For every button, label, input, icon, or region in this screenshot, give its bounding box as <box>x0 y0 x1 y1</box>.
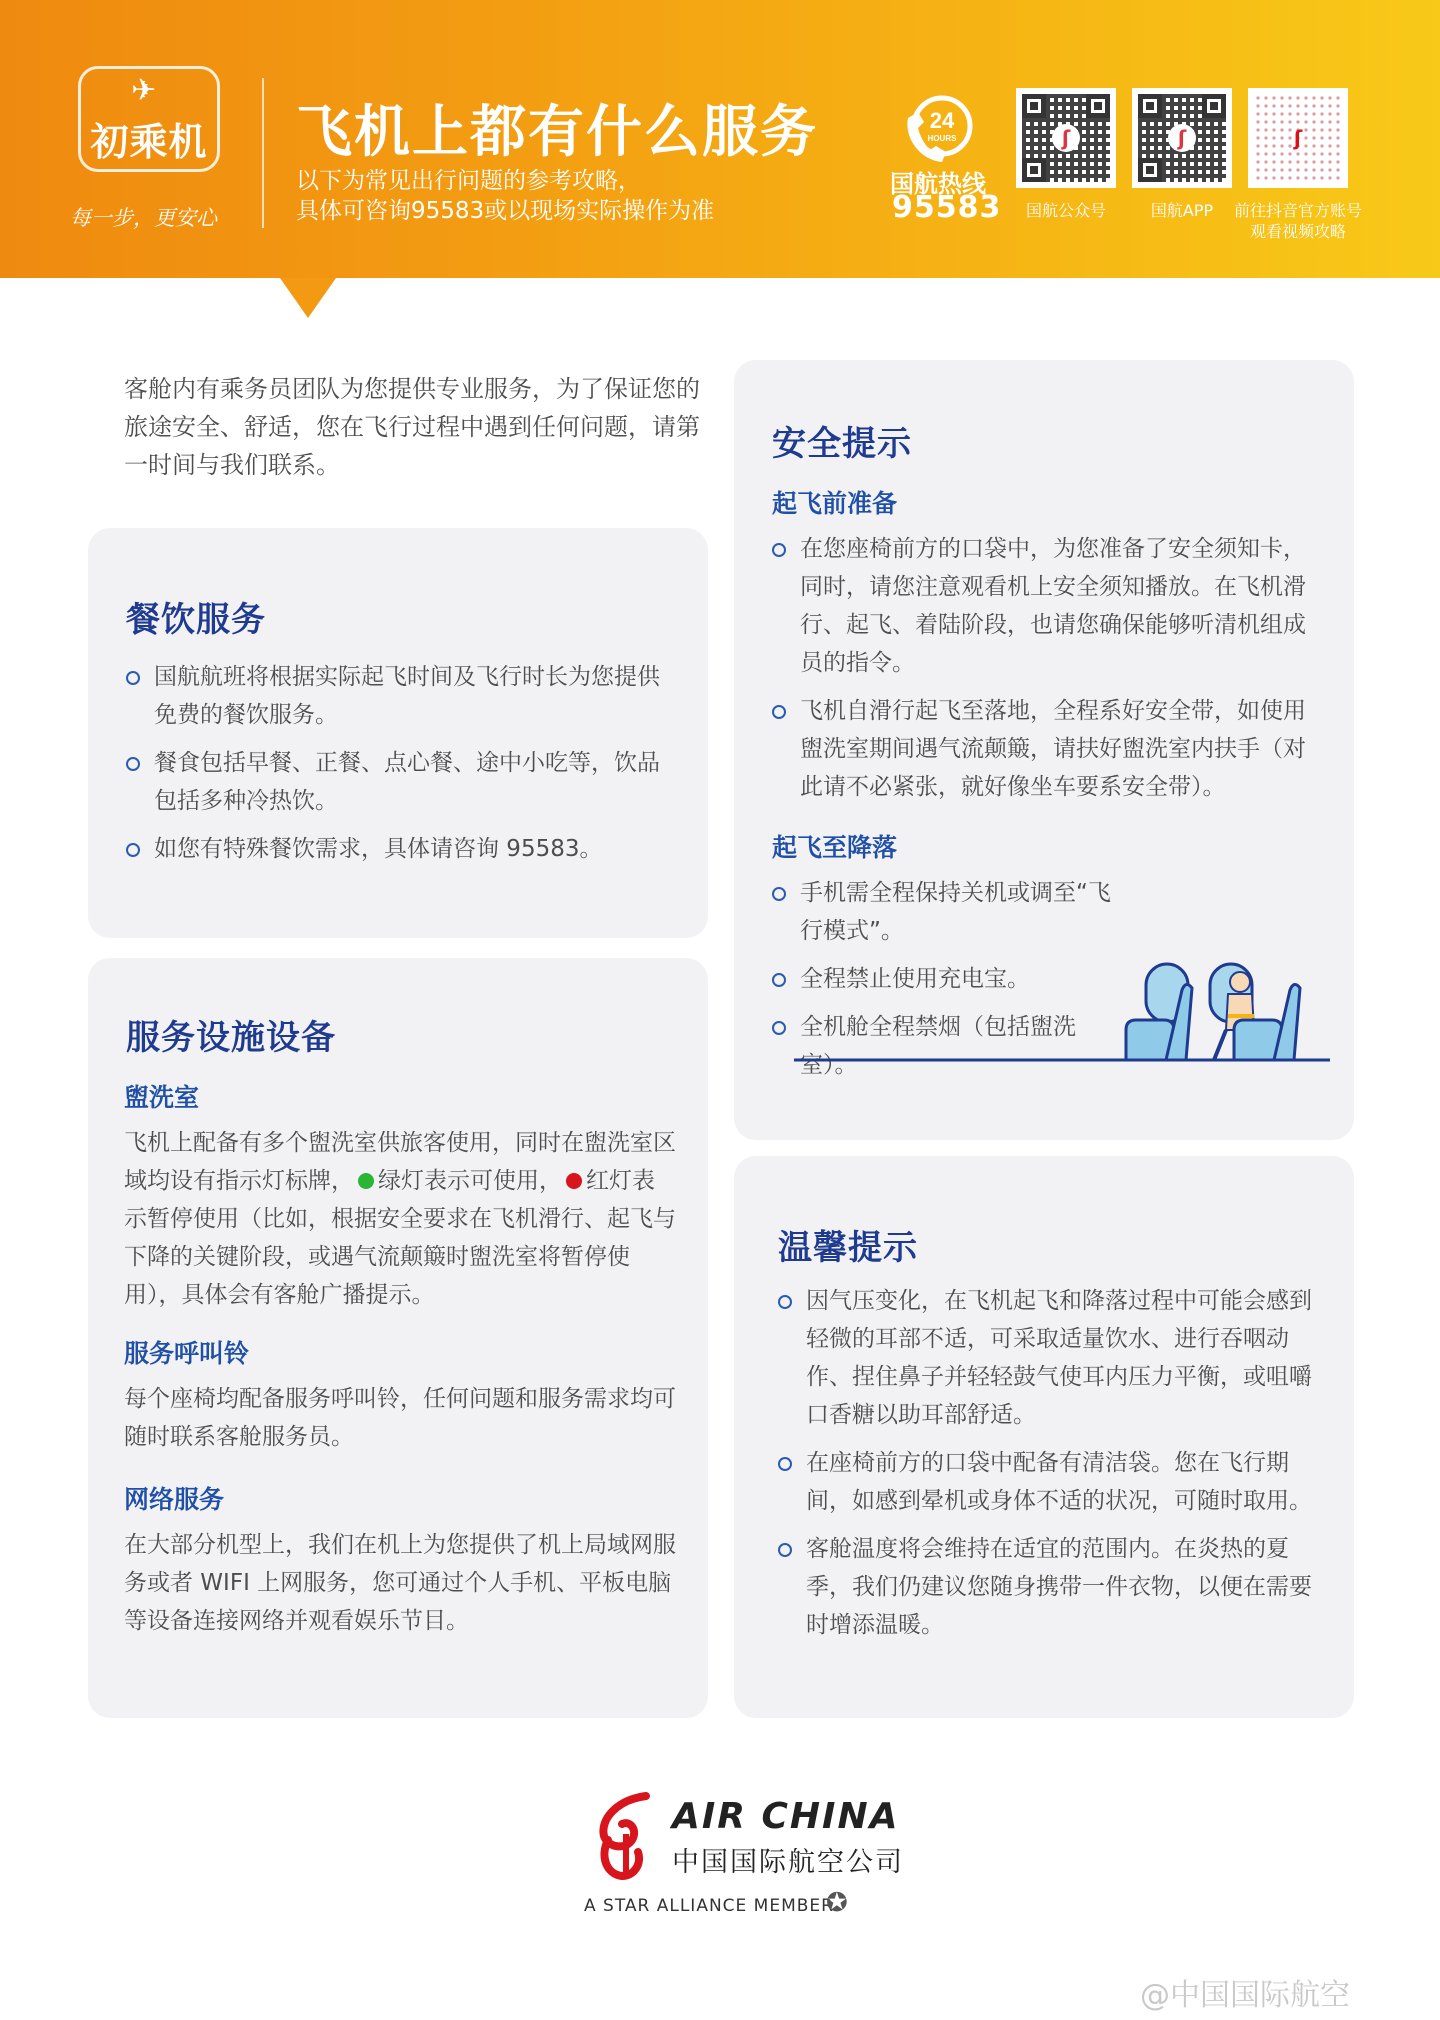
list-item: 客舱温度将会维持在适宜的范围内。在炎热的夏季，我们仍建议您随身携带一件衣物，以便在需要时增添温暖。 <box>778 1530 1326 1644</box>
air-china-logo-icon: ʃ <box>1052 124 1080 152</box>
circle-bullet-icon <box>772 887 786 901</box>
subtitle-line: 具体可咨询95583或以现场实际操作为准 <box>296 198 715 224</box>
hotline-label: 国航热线 <box>890 170 986 198</box>
slogan: 每一步，更安心 <box>70 206 217 230</box>
lavatory-text: 飞机上配备有多个盥洗室供旅客使用，同时在盥洗室区域均设有指示灯标牌， 绿灯表示可使用， 红灯表示暂停使用（比如，根据安全要求在飞机滑行、起飞与下降的关键阶段，或遇气流颠簸时盥洗室将暂停使用），具体会有客舱广播提示。 <box>124 1130 676 1308</box>
list-item: 餐食包括早餐、正餐、点心餐、途中小吃等，饮品包括多种冷热饮。 <box>126 744 678 820</box>
circle-bullet-icon <box>772 705 786 719</box>
list-item: 飞机自滑行起飞至落地，全程系好安全带，如使用盥洗室期间遇气流颠簸，请扶好盥洗室内扶手（对此请不必紧张，就好像坐车要系安全带）。 <box>772 692 1320 806</box>
hotline-badge-sub: HOURS <box>927 134 957 143</box>
weibo-watermark: @中国国际航空 <box>1140 1978 1350 2013</box>
air-china-logo-icon: ʃ <box>1293 126 1303 150</box>
qr-label-app: 国航APP <box>1150 201 1214 220</box>
list-item: 因气压变化，在飞机起飞和降落过程中可能会感到轻微的耳部不适，可采取适量饮水、进行吞咽动作、捏住鼻子并轻轻鼓气使耳内压力平衡，或咀嚼口香糖以助耳部舒适。 <box>778 1282 1326 1434</box>
cabin-seat-illustration <box>794 960 1334 1090</box>
airplane-icon: ✈ <box>131 73 157 108</box>
circle-bullet-icon <box>772 543 786 557</box>
tips-list <box>778 1282 1326 1654</box>
brand-name-en: AIR CHINA <box>672 1796 900 1837</box>
safety-card <box>734 360 1354 1140</box>
in-flight-title: 起飞至降落 <box>772 833 898 862</box>
brand-name-cn: 中国国际航空公司 <box>672 1847 904 1878</box>
catering-list <box>126 658 678 878</box>
qr-label-douyin: 前往抖音官方账号 观看视频攻略 <box>1233 201 1362 241</box>
lavatory-title: 盥洗室 <box>124 1083 200 1112</box>
green-light-icon <box>358 1173 374 1189</box>
facilities-title: 服务设施设备 <box>126 1018 336 1058</box>
list-item: 如您有特殊餐饮需求，具体请咨询 95583。 <box>126 830 678 868</box>
circle-bullet-icon <box>126 843 140 857</box>
phone-24h-icon <box>898 88 980 170</box>
qr-code-douyin[interactable] <box>1248 88 1348 188</box>
page-title: 飞机上都有什么服务 <box>296 100 818 165</box>
network-text: 在大部分机型上，我们在机上为您提供了机上局域网服务或者 WIFI 上网服务，您可通过个人手机、平板电脑等设备连接网络并观看娱乐节目。 <box>124 1532 676 1634</box>
page-subtitle <box>296 166 714 226</box>
alliance-text: A STAR ALLIANCE MEMBER <box>584 1896 834 1916</box>
circle-bullet-icon <box>126 671 140 685</box>
list-item: 国航航班将根据实际起飞时间及飞行时长为您提供免费的餐饮服务。 <box>126 658 678 734</box>
air-china-logo-icon: ʃ <box>1168 124 1196 152</box>
call-bell-title: 服务呼叫铃 <box>124 1339 250 1368</box>
qr-code-app[interactable] <box>1132 88 1232 188</box>
catering-title: 餐饮服务 <box>126 600 266 640</box>
tips-title: 温馨提示 <box>778 1228 918 1268</box>
header-banner <box>0 0 1440 278</box>
list-item: 在您座椅前方的口袋中，为您准备了安全须知卡，同时，请您注意观看机上安全须知播放。在飞机滑行、起飞、着陆阶段，也请您确保能够听清机组成员的指令。 <box>772 530 1320 682</box>
network-title: 网络服务 <box>124 1485 225 1514</box>
star-alliance-icon: ✪ <box>826 1888 848 1918</box>
circle-bullet-icon <box>772 973 786 987</box>
header-divider <box>262 78 264 228</box>
logo-text: 初乘机 <box>90 120 208 164</box>
hotline-number[interactable]: 95583 <box>892 190 1002 225</box>
subtitle-line: 以下为常见出行问题的参考攻略， <box>296 168 641 194</box>
qr-label-wechat: 国航公众号 <box>1025 201 1106 220</box>
circle-bullet-icon <box>778 1295 792 1309</box>
list-item: 全程禁止使用充电宝。 <box>772 960 1132 998</box>
circle-bullet-icon <box>126 757 140 771</box>
intro-paragraph: 客舱内有乘务员团队为您提供专业服务，为了保证您的旅途安全、舒适，您在飞行过程中遇到任何问题，请第一时间与我们联系。 <box>124 375 700 479</box>
list-item: 在座椅前方的口袋中配备有清洁袋。您在飞行期间，如感到晕机或身体不适的状况，可随时取用。 <box>778 1444 1326 1520</box>
catering-card <box>88 528 708 938</box>
header-notch <box>280 278 336 318</box>
circle-bullet-icon <box>772 1021 786 1035</box>
hotline-badge-number: 24 <box>929 108 955 133</box>
air-china-phoenix-logo-icon <box>586 1790 666 1880</box>
qr-code-wechat[interactable] <box>1016 88 1116 188</box>
list-item: 全机舱全程禁烟（包括盥洗室）。 <box>772 1008 1132 1084</box>
list-item: 手机需全程保持关机或调至“飞行模式”。 <box>772 874 1132 950</box>
safety-title: 安全提示 <box>772 424 912 464</box>
tips-card <box>734 1156 1354 1718</box>
circle-bullet-icon <box>778 1457 792 1471</box>
before-takeoff-list <box>772 530 1320 816</box>
red-light-icon <box>566 1173 582 1189</box>
before-takeoff-title: 起飞前准备 <box>772 489 898 518</box>
circle-bullet-icon <box>778 1543 792 1557</box>
facilities-card <box>88 958 708 1718</box>
brand-logo-badge <box>78 66 220 172</box>
call-bell-text: 每个座椅均配备服务呼叫铃，任何问题和服务需求均可随时联系客舱服务员。 <box>124 1386 676 1450</box>
